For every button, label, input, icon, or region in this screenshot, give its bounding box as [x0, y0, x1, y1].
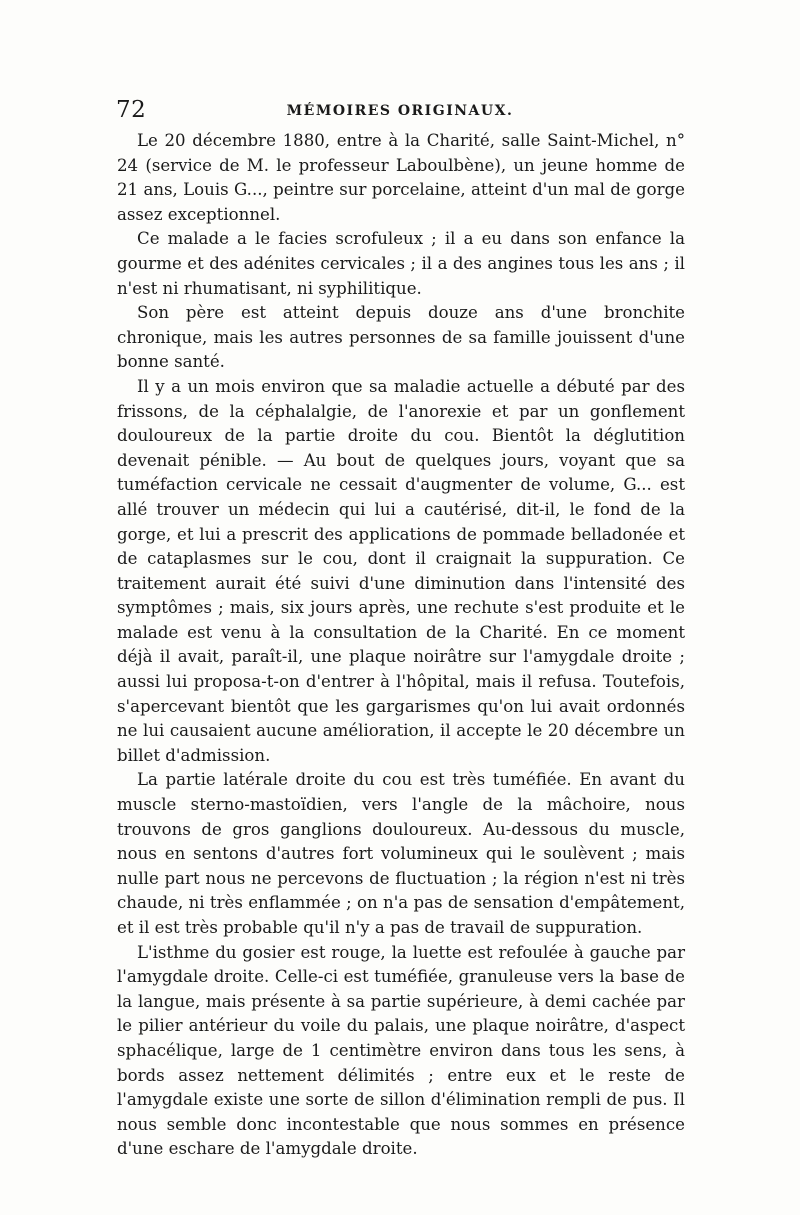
body-text: [117, 129, 685, 1162]
paragraph-neck-exam: La partie latérale droite du cou est très tuméfiée. En avant du muscle sterno-mastoïdien, vers l'angle de la mâchoire, nous trouvons de gros ganglions douloureux. Au-dessous du muscle, nous en sentons d'autres fort volumineux qui le soulèvent ; mais nulle part nous ne percevons de fluctuation ; la région n'est ni très chaude, ni très enflammée ; on n'a pas de sensation d'empâtement, et il est très probable qu'il n'y a pas de travail de suppuration.: [117, 770, 685, 937]
paragraph-family: Son père est atteint depuis douze ans d'une bronchite chronique, mais les autres personnes de sa famille jouissent d'une bonne santé.: [117, 303, 685, 372]
paragraph-antecedents: Ce malade a le facies scrofuleux ; il a eu dans son enfance la gourme et des adénites cervicales ; il a des angines tous les ans ; il n'est ni rhumatisant, ni syphilitique.: [117, 229, 685, 298]
page-number: 72: [116, 97, 147, 123]
paragraph-throat-exam: L'isthme du gosier est rouge, la luette est refoulée à gauche par l'amygdale droite. Celle-ci est tuméfiée, granuleuse vers la base de la langue, mais présente à sa partie supérieure, à demi cachée par le pilier antérieur du voile du palais, une plaque noirâtre, d'aspect sphacélique, large de 1 centimètre environ dans tous les sens, à bords assez nettement délimités ; entre eux et le reste de l'amygdale existe une sorte de sillon d'élimination rempli de pus. Il nous semble donc incontestable que nous sommes en présence d'une eschare de l'amygdale droite.: [117, 942, 685, 1159]
paragraph-history: Il y a un mois environ que sa maladie actuelle a débuté par des frissons, de la céphalalgie, de l'anorexie et par un gonflement douloureux de la partie droite du cou. Bientôt la déglutition devenait pénible. — Au bout de quelques jours, voyant que sa tuméfaction cervicale ne cessait d'augmenter de volume, G... est allé trouver un médecin qui lui a cautérisé, dit-il, le fond de la gorge, et lui a prescrit des applications de pommade belladonée et de cataplasmes sur le cou, dont il craignait la suppuration. Ce traitement aurait été suivi d'une diminution dans l'intensité des symptômes ; mais, six jours après, une rechute s'est produite et le malade est venu à la consultation de la Charité. En ce moment déjà il avait, paraît-il, une plaque noirâtre sur l'amygdale droite ; aussi lui proposa-t-on d'entrer à l'hôpital, mais il refusa. Toutefois, s'apercevant bientôt que les gargarismes qu'on lui avait ordonnés ne lui causaient aucune amélioration, il accepte le 20 décembre un billet d'admission.: [117, 376, 685, 765]
paragraph-admission: Le 20 décembre 1880, entre à la Charité, salle Saint-Michel, n° 24 (service de M. le professeur Laboulbène), un jeune homme de 21 ans, Louis G..., peintre sur porcelaine, atteint d'un mal de gorge assez exceptionnel.: [117, 131, 685, 224]
running-title: MÉMOIRES ORIGINAUX.: [286, 103, 514, 119]
